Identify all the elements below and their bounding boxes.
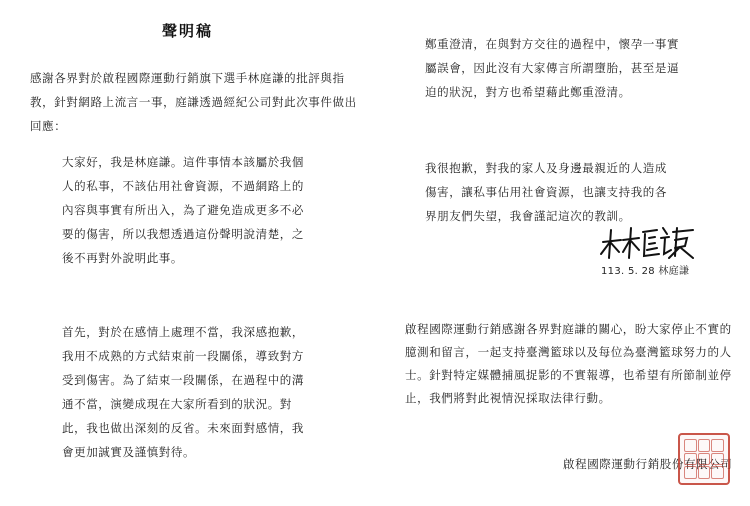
letter-paragraph-1: 大家好，我是林庭謙。這件事情本該屬於我個人的私事，不該佔用社會資源，不過網路上的內容與事實有所出入，為了避免造成更多不必要的傷害，所以我想透過這份聲明說清楚，之後不再對外說明此事。	[62, 155, 304, 265]
handwritten-signature-icon	[597, 222, 697, 262]
company-statement: 啟程國際運動行銷感謝各界對庭謙的關心，盼大家停止不實的臆測和留言，一起支持臺灣籃球以及每位為臺灣籃球努力的人士。針對特定媒體捕風捉影的不實報導，也希望有所節制並停止，我們將對此視情況採取法律行動。	[405, 322, 732, 405]
page-title: 聲明稿	[161, 22, 213, 40]
letter-paragraph-2: 首先，對於在感情上處理不當，我深感抱歉，我用不成熟的方式結束前一段關係，導致對方受到傷害。為了結束一段關係，在過程中的溝通不當，演變成現在大家所看到的狀況。對此，我也做出深刻的反省。未來面對感情，我會更加誠實及謹慎對待。	[62, 325, 304, 459]
letter-paragraph-3: 鄭重澄清，在與對方交往的過程中，懷孕一事實屬誤會，因此沒有大家傳言所謂墮胎，甚至是逼迫的狀況，對方也希望藉此鄭重澄清。	[425, 37, 680, 99]
company-seal-icon	[678, 433, 730, 485]
letter-paragraph-4: 我很抱歉，對我的家人及身邊最親近的人造成傷害，讓私事佔用社會資源，也讓支持我的各界朋友們失望，我會謹記這次的教訓。	[425, 161, 667, 223]
company-name: 啟程國際運動行銷股份有限公司	[563, 457, 733, 471]
intro-paragraph: 感謝各界對於啟程國際運動行銷旗下選手林庭謙的批評與指教，針對網路上流言一事，庭謙透過經紀公司對此次事件做出回應：	[30, 71, 357, 133]
signature-date: 113. 5. 28 林庭謙	[601, 266, 690, 277]
